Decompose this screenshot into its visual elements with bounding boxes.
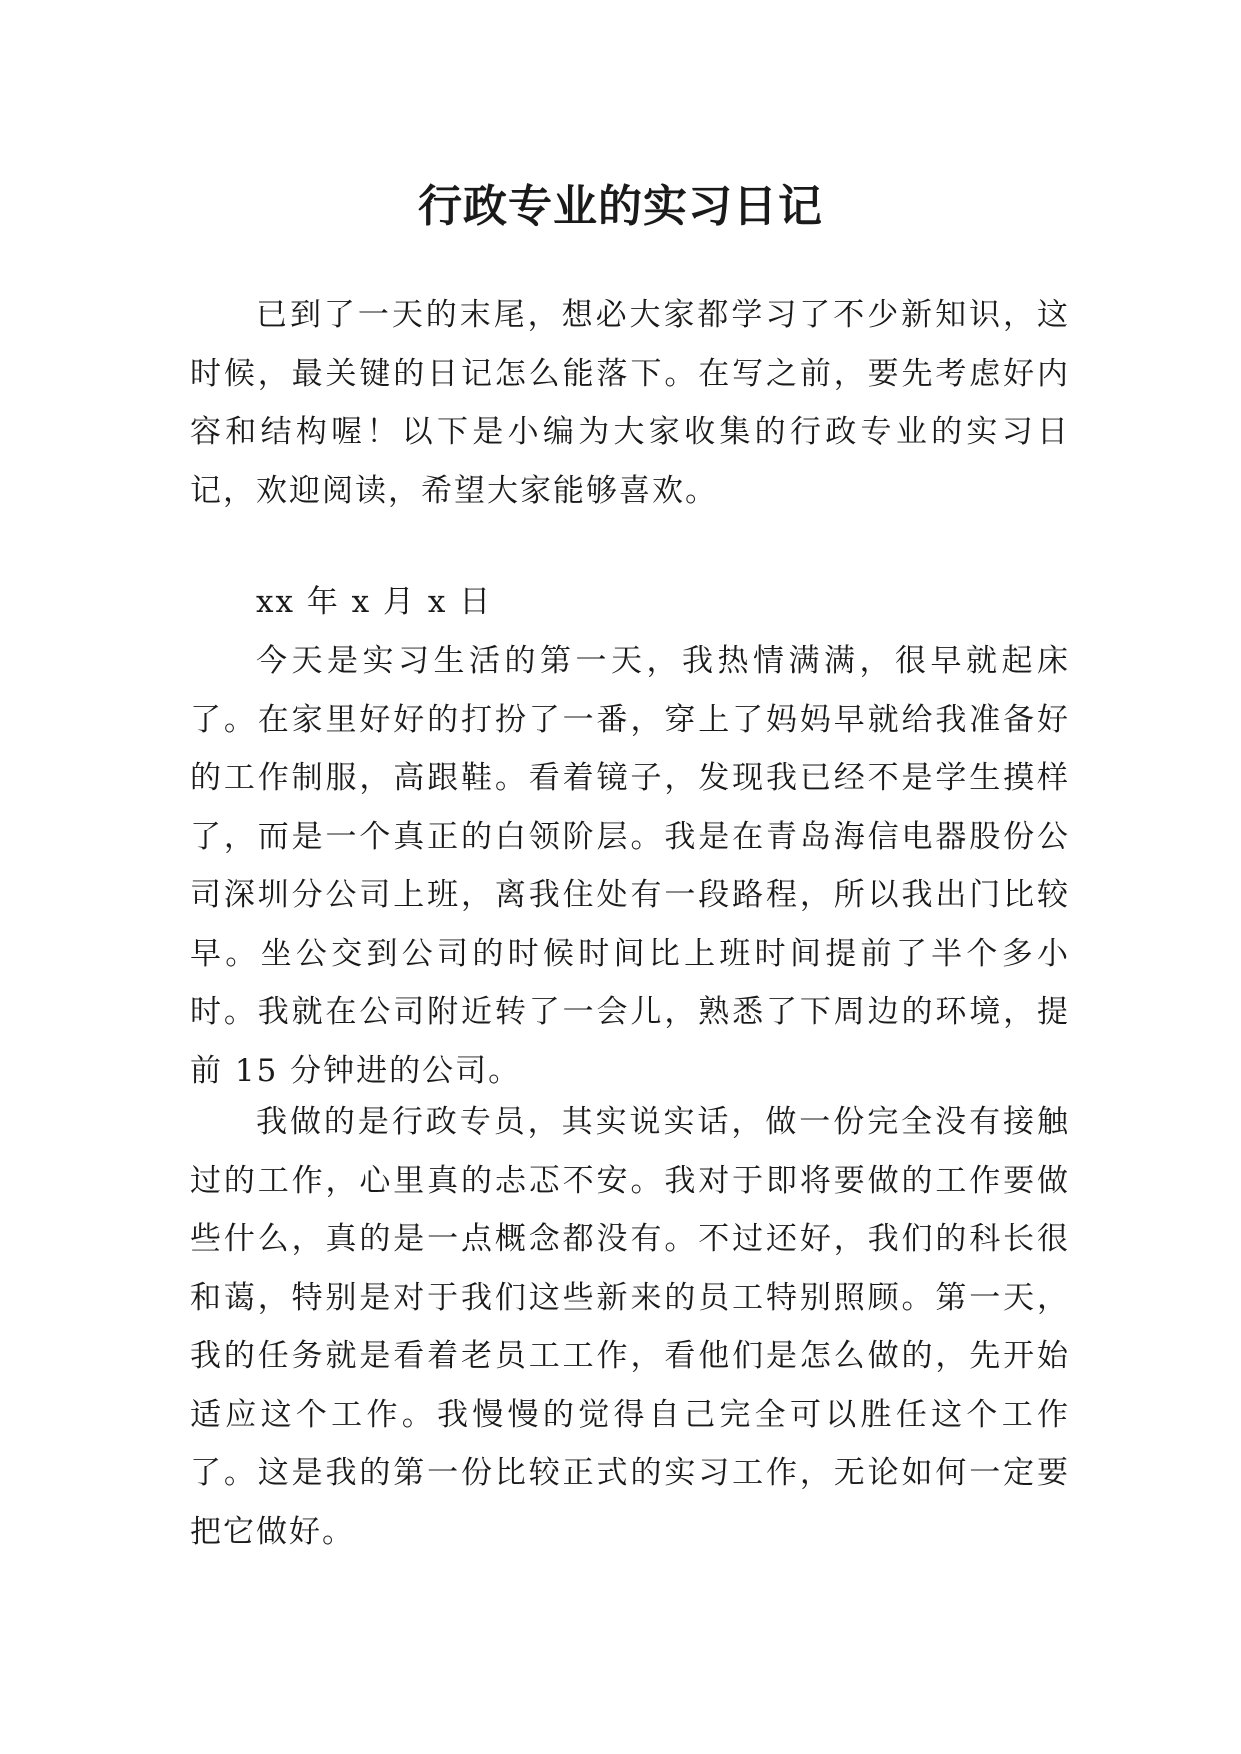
diary-paragraph-2: 我做的是行政专员，其实说实话，做一份完全没有接触过的工作，心里真的忐忑不安。我对于即将要做的工作要做些什么，真的是一点概念都没有。不过还好，我们的科长很和蔼，特别是对于我们这些新来的员工特别照顾。第一天，我的任务就是看着老员工工作，看他们是怎么做的，先开始适应这个工作。我慢慢的觉得自己完全可以胜任这个工作了。这是我的第一份比较正式的实习工作，无论如何一定要把它做好。	[190, 1104, 1070, 1550]
diary-date: xx 年 x 月 x 日	[256, 584, 493, 620]
document-title: 行政专业的实习日记	[418, 181, 823, 233]
intro-paragraph: 已到了一天的末尾，想必大家都学习了不少新知识，这时候，最关键的日记怎么能落下。在写之前，要先考虑好内容和结构喔！以下是小编为大家收集的行政专业的实习日记，欢迎阅读，希望大家能够喜欢。	[190, 297, 1070, 509]
diary-paragraph-1: 今天是实习生活的第一天，我热情满满，很早就起床了。在家里好好的打扮了一番，穿上了妈妈早就给我准备好的工作制服，高跟鞋。看着镜子，发现我已经不是学生摸样了，而是一个真正的白领阶层。我是在青岛海信电器股份公司深圳分公司上班，离我住处有一段路程，所以我出门比较早。坐公交到公司的时候时间比上班时间提前了半个多小时。我就在公司附近转了一会儿，熟悉了下周边的环境，提前 15 分钟进的公司。	[190, 643, 1070, 1089]
